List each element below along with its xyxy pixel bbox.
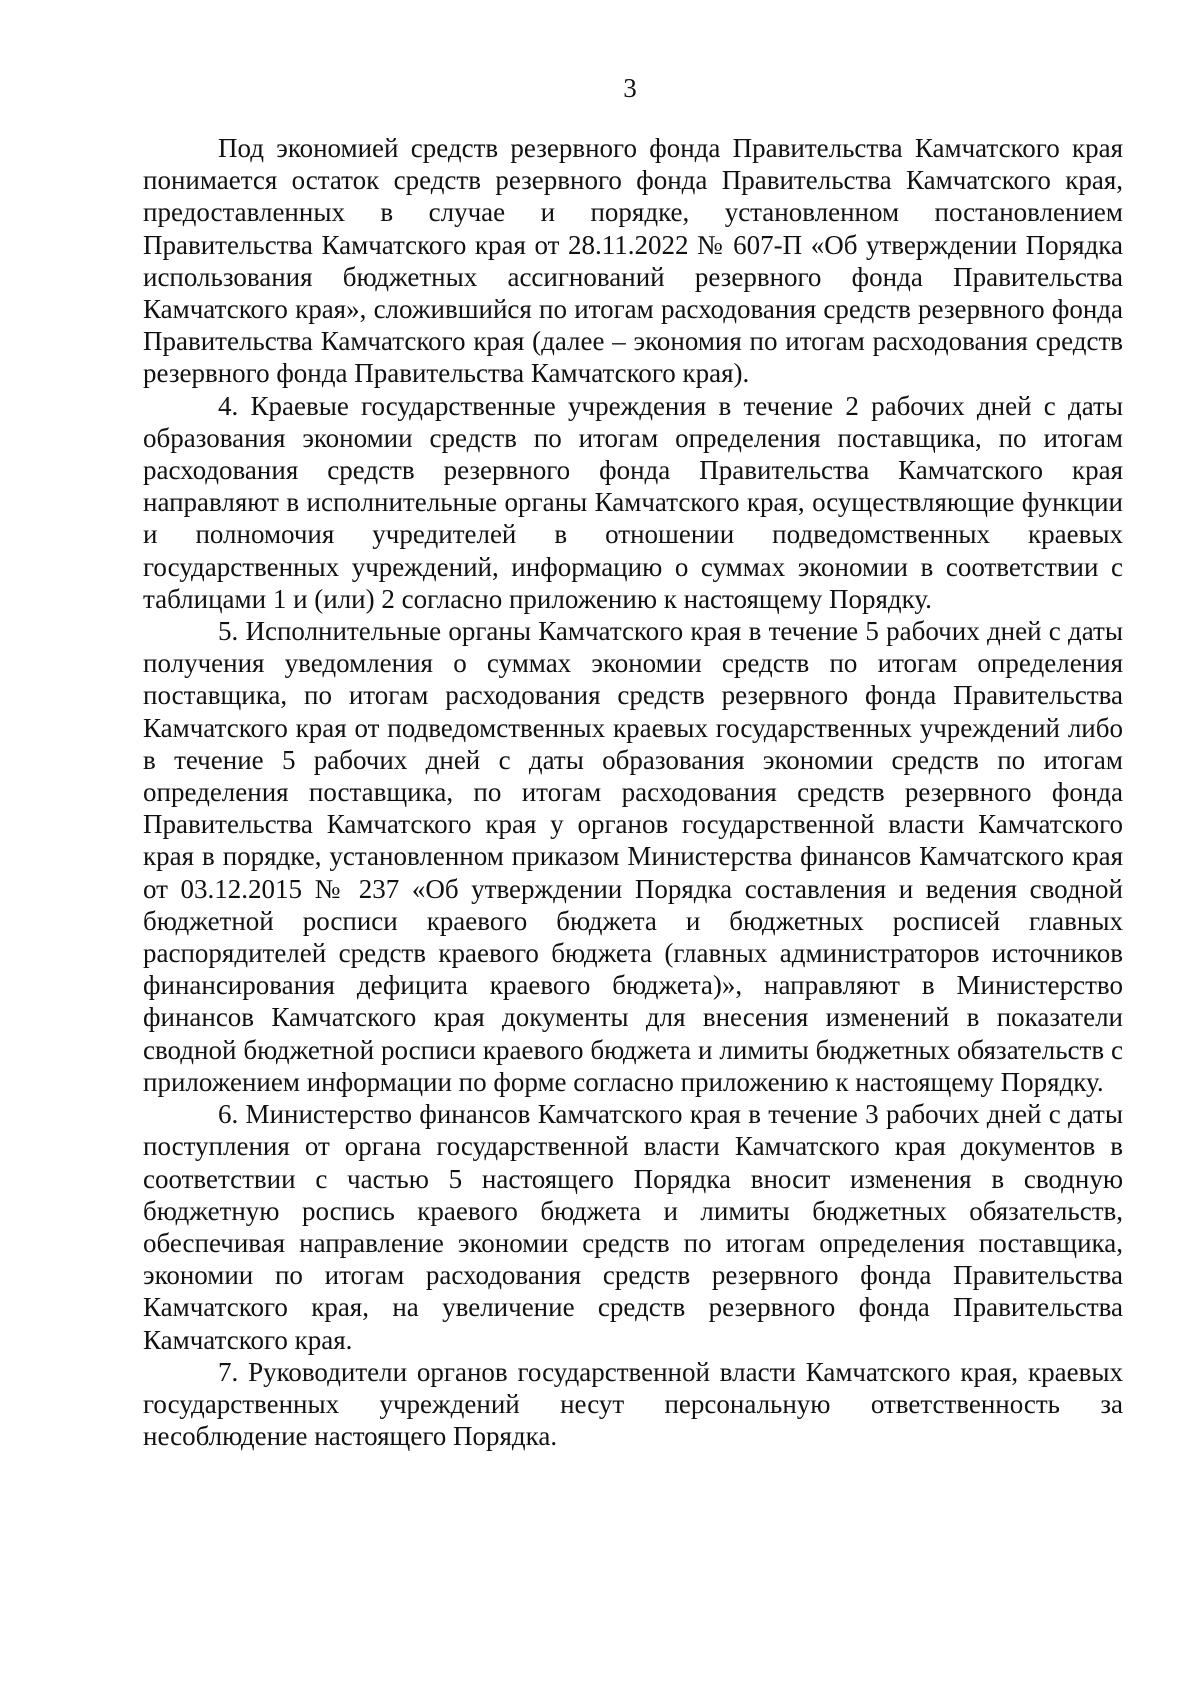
paragraph-item-6: 6. Министерство финансов Камчатского края в течение 3 рабочих дней с даты поступления от органа государственной власти Камчатского края документов в соответствии с частью 5 настоящего Порядка вносит изменения в сводную бюджетную роспись краевого бюджета и лимиты бюджетных обязательств, обеспечивая направление экономии средств по итогам определения поставщика, экономии по итогам расходования средств резервного фонда Правительства Камчатского края, на увеличение средств резервного фонда Правительства Камчатского края. [143, 1099, 1123, 1355]
paragraph-reserve-fund-savings-definition: Под экономией средств резервного фонда Правительства Камчатского края понимается остаток средств резервного фонда Правительства Камчатского края, предоставленных в случае и порядке, установленном постановлением Правительства Камчатского края от 28.11.2022 № 607-П «Об утверждении Порядка использования бюджетных ассигнований резервного фонда Правительства Камчатского края», сложившийся по итогам расходования средств резервного фонда Правительства Камчатского края (далее – экономия по итогам расходования средств резервного фонда Правительства Камчатского края). [143, 133, 1123, 389]
paragraph-item-4: 4. Краевые государственные учреждения в течение 2 рабочих дней с даты образования экономии средств по итогам определения поставщика, по итогам расходования средств резервного фонда Правительства Камчатского края направляют в исполнительные органы Камчатского края, осуществляющие функции и полномочия учредителей в отношении подведомственных краевых государственных учреждений, информацию о суммах экономии в соответствии с таблицами 1 и (или) 2 согласно приложению к настоящему Порядку. [143, 390, 1123, 614]
document-body [143, 132, 1123, 1452]
page-number: 3 [623, 73, 637, 103]
paragraph-item-7: 7. Руководители органов государственной власти Камчатского края, краевых государственных учреждений несут персональную ответственность за несоблюдение настоящего Порядка. [143, 1356, 1123, 1452]
paragraph-item-5: 5. Исполнительные органы Камчатского края в течение 5 рабочих дней с даты получения уведомления о суммах экономии средств по итогам определения поставщика, по итогам расходования средств резервного фонда Правительства Камчатского края от подведомственных краевых государственных учреждений либо в течение 5 рабочих дней с даты образования экономии средств по итогам определения поставщика, по итогам расходования средств резервного фонда Правительства Камчатского края у органов государственной власти Камчатского края в порядке, установленном приказом Министерства финансов Камчатского края от 03.12.2015 № 237 «Об утверждении Порядка составления и ведения сводной бюджетной росписи краевого бюджета и бюджетных росписей главных распорядителей средств краевого бюджета (главных администраторов источников финансирования дефицита краевого бюджета)», направляют в Министерство финансов Камчатского края документы для внесения изменений в показатели сводной бюджетной росписи краевого бюджета и лимиты бюджетных обязательств с приложением информации по форме согласно приложению к настоящему Порядку. [143, 616, 1123, 1097]
